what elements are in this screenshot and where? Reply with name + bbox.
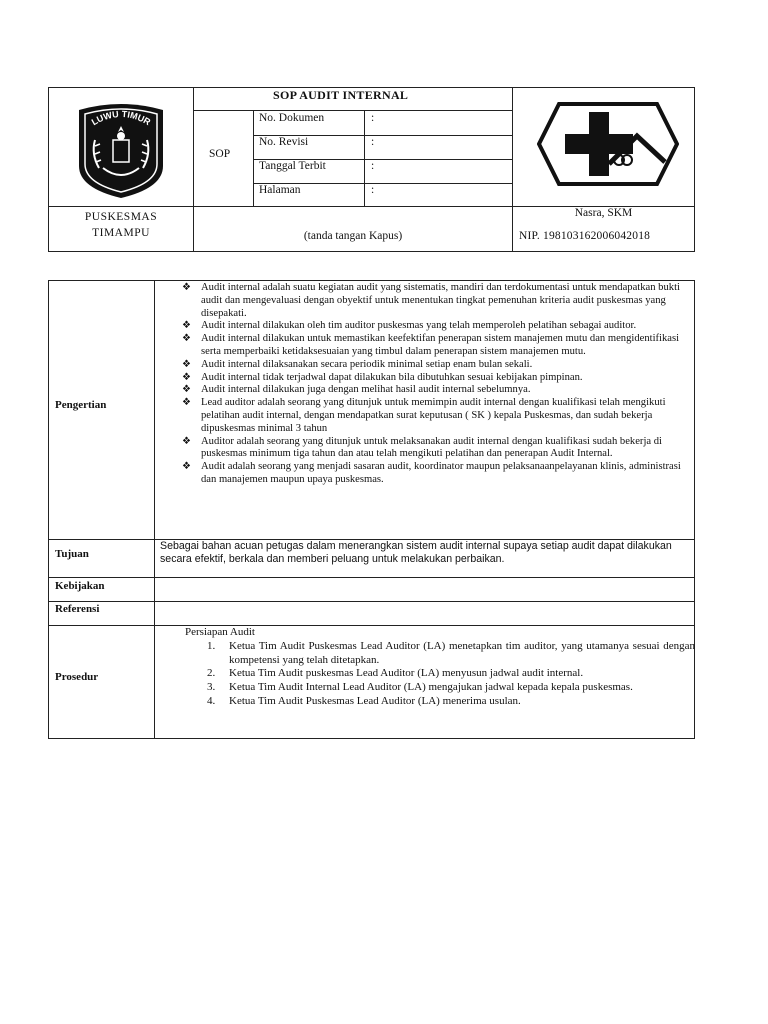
header-divider bbox=[194, 110, 512, 111]
row-divider bbox=[49, 601, 694, 602]
step-number: 4. bbox=[207, 694, 216, 707]
pengertian-item bbox=[165, 436, 693, 462]
header-divider bbox=[193, 88, 194, 252]
diamond-bullet-icon: ❖ bbox=[182, 358, 191, 370]
pengertian-item-text: Audit internal dilaksanakan secara periodik minimal setiap enam bulan sekali. bbox=[201, 358, 533, 370]
signature-placeholder: (tanda tangan Kapus) bbox=[303, 230, 403, 242]
pengertian-item-text: Auditor adalah seorang yang ditunjuk untuk melaksanakan audit internal dengan kualifikasi sudah bekerja di puskesmas minimum tiga tahun dan atau telah mengikuti pelatihan dan penerapan Audit Internal. bbox=[201, 435, 662, 460]
tujuan-text: Sebagai bahan acuan petugas dalam menerangkan sistem audit internal supaya setiap audit dapat dilakukan secara efektif, berkala dan memberi peluang untuk melakukan perbaikan. bbox=[160, 540, 672, 565]
field-sep: : bbox=[371, 184, 375, 196]
org-name-line1: PUSKESMAS bbox=[84, 211, 158, 223]
section-label-tujuan: Tujuan bbox=[55, 548, 89, 560]
prosedur-content bbox=[185, 626, 695, 709]
pengertian-item-text: Audit internal dilakukan untuk memastikan keefektifan penerapan sistem manajemen mutu dan mengidentifikasi serta memperbaiki ketidaksesuaian yang timbul dalam penerapan sistem manajemen mutu. bbox=[201, 333, 680, 357]
prosedur-step bbox=[185, 640, 695, 668]
section-label-kebijakan: Kebijakan bbox=[55, 580, 105, 592]
emblem-motto: LUWU TIMUR bbox=[89, 108, 153, 128]
field-sep: : bbox=[371, 160, 375, 172]
field-sep: : bbox=[371, 136, 375, 148]
diamond-bullet-icon: ❖ bbox=[182, 333, 191, 345]
column-divider bbox=[154, 281, 155, 739]
section-label-prosedur: Prosedur bbox=[55, 671, 99, 683]
header-divider bbox=[364, 110, 365, 206]
step-text: Ketua Tim Audit Puskesmas Lead Auditor (LA) menerima usulan. bbox=[229, 694, 521, 707]
pengertian-item bbox=[165, 384, 693, 397]
pengertian-list bbox=[165, 282, 693, 487]
pengertian-item bbox=[165, 372, 693, 385]
pengertian-item-text: Audit internal dilakukan juga dengan melihat hasil audit internal sebelumnya. bbox=[201, 384, 531, 396]
field-label-no-revisi: No. Revisi bbox=[259, 136, 309, 148]
step-text: Ketua Tim Audit puskesmas Lead Auditor (LA) menyusun jadwal audit internal. bbox=[229, 667, 584, 680]
head-name: Nasra, SKM bbox=[574, 207, 633, 219]
pengertian-item-text: Audit internal dilakukan oleh tim auditor puskesmas yang telah memperoleh pelatihan sebagai auditor. bbox=[201, 320, 637, 332]
diamond-bullet-icon: ❖ bbox=[182, 320, 191, 332]
puskesmas-logo bbox=[537, 102, 679, 186]
diamond-bullet-icon: ❖ bbox=[182, 435, 191, 447]
pengertian-item-text: Audit adalah seorang yang menjadi sasaran audit, koordinator maupun pelaksanaanpelayanan klinis, administrasi dan manajemen maupun upaya puskesmas. bbox=[201, 461, 681, 485]
header-divider bbox=[253, 110, 254, 206]
diamond-bullet-icon: ❖ bbox=[182, 371, 191, 383]
pengertian-item-text: Audit internal adalah suatu kegiatan audit yang sistematis, mandiri dan terdokumentasi untuk mendapatkan bukti audit dan mengevaluasi dengan obyektif untuk menentukan tingkat pemenuhan kriteria audit puskesmas yang disepakati. bbox=[201, 282, 680, 319]
prosedur-intro: Persiapan Audit bbox=[185, 626, 255, 638]
diamond-bullet-icon: ❖ bbox=[182, 461, 191, 473]
step-text: Ketua Tim Audit Puskesmas Lead Auditor (LA) menetapkan tim auditor, yang utamanya sesuai dengan kompetensi yang telah ditetapkan. bbox=[229, 639, 695, 666]
sop-content-table bbox=[48, 280, 695, 739]
diamond-bullet-icon: ❖ bbox=[182, 384, 191, 396]
step-text: Ketua Tim Audit Internal Lead Auditor (LA) mengajukan jadwal kepada kepala puskesmas. bbox=[229, 681, 633, 694]
regional-emblem-logo bbox=[73, 96, 169, 200]
head-nip: NIP. 198103162006042018 bbox=[519, 230, 651, 242]
header-divider bbox=[512, 88, 513, 252]
prosedur-step bbox=[185, 695, 695, 709]
row-divider bbox=[49, 577, 694, 578]
org-name-line2: TIMAMPU bbox=[92, 227, 150, 239]
pengertian-item bbox=[165, 282, 693, 320]
section-label-pengertian: Pengertian bbox=[55, 399, 107, 411]
pengertian-item-text: Lead auditor adalah seorang yang ditunjuk untuk memimpin audit internal dengan kualifikasi telah mengikuti pelatihan audit internal, dengan mendapatkan surat keputusan ( SK ) kepala Puskesmas, dan sudah bekerja dipuskesmas minimal 3 tahun bbox=[201, 397, 666, 434]
diamond-bullet-icon: ❖ bbox=[182, 282, 191, 293]
pengertian-item bbox=[165, 359, 693, 372]
pengertian-item-text: Audit internal tidak terjadwal dapat dilakukan bila dibutuhkan sesuai kebijakan pimpinan. bbox=[201, 371, 583, 383]
diamond-bullet-icon: ❖ bbox=[182, 397, 191, 409]
section-label-referensi: Referensi bbox=[55, 603, 100, 615]
field-sep: : bbox=[371, 112, 375, 124]
sop-label: SOP bbox=[209, 148, 231, 160]
field-label-tanggal-terbit: Tanggal Terbit bbox=[259, 160, 326, 172]
field-label-no-dokumen: No. Dokumen bbox=[259, 112, 325, 124]
pengertian-item bbox=[165, 320, 693, 333]
prosedur-step bbox=[185, 681, 695, 695]
step-number: 1. bbox=[207, 639, 216, 652]
pengertian-item bbox=[165, 461, 693, 487]
step-number: 3. bbox=[207, 681, 216, 694]
field-label-halaman: Halaman bbox=[259, 184, 301, 196]
document-title: SOP AUDIT INTERNAL bbox=[273, 88, 409, 102]
step-number: 2. bbox=[207, 667, 216, 680]
document-header-table bbox=[48, 87, 695, 252]
prosedur-steps bbox=[185, 640, 695, 709]
pengertian-item bbox=[165, 397, 693, 435]
pengertian-item bbox=[165, 333, 693, 359]
prosedur-step bbox=[185, 667, 695, 681]
